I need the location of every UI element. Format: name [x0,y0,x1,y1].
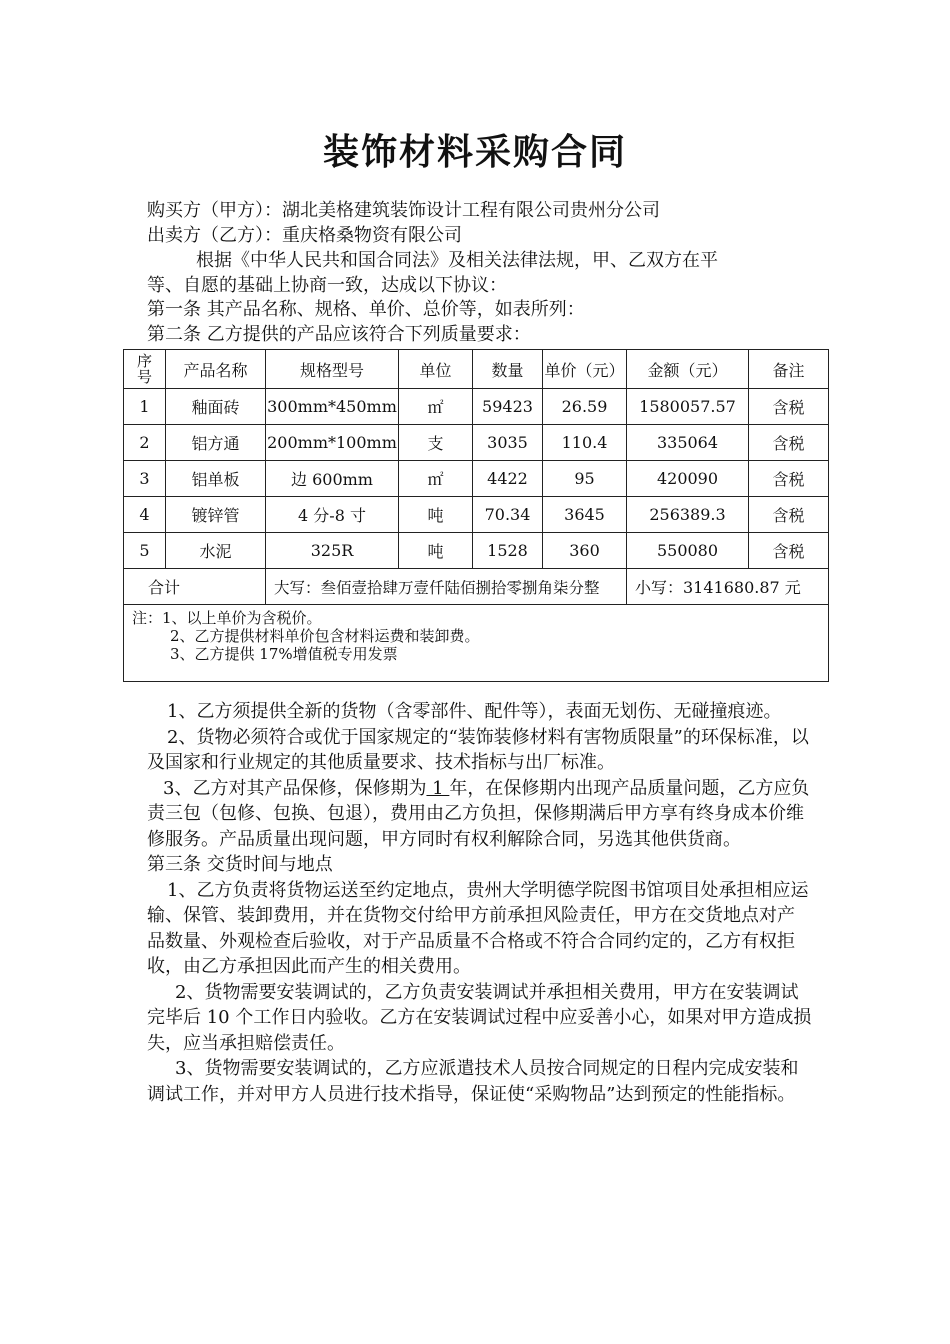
delivery-clause-3: 3、货物需要安装调试的，乙方应派遣技术人员按合同规定的日程内完成安装和调试工作，并对甲方人员进行技术指导，保证使“采购物品”达到预定的性能指标。 [147,1058,799,1105]
cell-name: 铝方通 [166,425,266,461]
cell-unit: 吨 [399,533,473,569]
cell-qty: 4422 [473,461,543,497]
note-2: 2、乙方提供材料单价包含材料运费和装卸费。 [170,627,480,645]
cell-remark: 含税 [749,533,829,569]
cell-qty: 1528 [473,533,543,569]
table-row [124,497,829,533]
cell-spec: 边 600mm [266,461,399,497]
cell-spec: 200mm*100mm [266,425,399,461]
cell-seq: 4 [124,497,166,533]
intro-line-2: 等、自愿的基础上协商一致，达成以下协议： [147,275,507,296]
cell-price: 26.59 [543,389,627,425]
cell-qty: 59423 [473,389,543,425]
table-row [124,425,829,461]
header-amount: 金额（元） [627,350,749,389]
header-spec: 规格型号 [266,350,399,389]
cell-name: 水泥 [166,533,266,569]
product-table [123,349,829,682]
article-1: 第一条 其产品名称、规格、单价、总价等，如表所列： [147,299,585,320]
quality-clauses [147,699,812,1107]
cell-spec: 325R [266,533,399,569]
table-row [124,533,829,569]
table-notes-row [124,605,829,682]
cell-amount: 1580057.57 [627,389,749,425]
note-3: 3、乙方提供 17%增值税专用发票 [170,645,398,663]
header-seq: 序 号 [124,350,166,389]
cell-amount: 256389.3 [627,497,749,533]
header-name: 产品名称 [166,350,266,389]
total-label: 合计 [124,569,266,605]
cell-seq: 2 [124,425,166,461]
cell-name: 釉面砖 [166,389,266,425]
header-price: 单价（元） [543,350,627,389]
table-row [124,389,829,425]
document-title: 装饰材料采购合同 [322,132,627,173]
cell-amount: 335064 [627,425,749,461]
buyer-line: 购买方（甲方）：湖北美格建筑装饰设计工程有限公司贵州分公司 [147,200,660,221]
total-lower: 小写：3141680.87 元 [627,569,829,605]
cell-price: 110.4 [543,425,627,461]
note-1: 注：1、以上单价为含税价。 [132,609,322,627]
cell-unit: ㎡ [399,389,473,425]
table-header-row [124,350,829,389]
quality-clause-3: 3、乙方对其产品保修，保修期为 1 年，在保修期内出现产品质量问题，乙方应负责三包（包修、包换、包退），费用由乙方负担，保修期满后甲方享有终身成本价维修服务。产品质量出现问题，甲方同时有权利解除合同，另选其他供货商。 [147,777,810,850]
cell-spec: 300mm*450mm [266,389,399,425]
cell-remark: 含税 [749,497,829,533]
article-2: 第二条 乙方提供的产品应该符合下列质量要求： [147,324,531,345]
delivery-clause-1: 1、乙方负责将货物运送至约定地点，贵州大学明德学院图书馆项目处承担相应运输、保管、装卸费用，并在货物交付给甲方前承担风险责任，甲方在交货地点对产品数量、外观检查后验收，对于产品质量不合格或不符合合同约定的，乙方有权拒收，由乙方承担因此而产生的相关费用。 [147,879,809,977]
cell-price: 3645 [543,497,627,533]
article-3: 第三条 交货时间与地点 [147,854,333,875]
cell-seq: 3 [124,461,166,497]
cell-qty: 3035 [473,425,543,461]
cell-name: 铝单板 [166,461,266,497]
table-row [124,461,829,497]
cell-amount: 420090 [627,461,749,497]
header-unit: 单位 [399,350,473,389]
seller-line: 出卖方（乙方）：重庆格桑物资有限公司 [147,225,462,246]
total-upper: 大写：叁佰壹拾肆万壹仟陆佰捌拾零捌角柒分整 [266,569,627,605]
cell-seq: 5 [124,533,166,569]
cell-seq: 1 [124,389,166,425]
notes-cell [124,605,829,682]
cell-price: 360 [543,533,627,569]
delivery-clause-2: 2、货物需要安装调试的，乙方负责安装调试并承担相关费用，甲方在安装调试完毕后 10 个工作日内验收。乙方在安装调试过程中应妥善小心，如果对甲方造成损失，应当承担赔偿责任。 [147,981,812,1054]
cell-unit: 吨 [399,497,473,533]
cell-spec: 4 分-8 寸 [266,497,399,533]
header-qty: 数量 [473,350,543,389]
cell-remark: 含税 [749,461,829,497]
cell-name: 镀锌管 [166,497,266,533]
cell-unit: 支 [399,425,473,461]
quality-clause-2: 2、货物必须符合或优于国家规定的“装饰装修材料有害物质限量”的环保标准，以及国家和行业规定的其他质量要求、技术指标与出厂标准。 [147,726,809,773]
header-remark: 备注 [749,350,829,389]
intro-line-1: 根据《中华人民共和国合同法》及相关法律法规，甲、乙双方在平 [196,250,718,271]
cell-remark: 含税 [749,425,829,461]
cell-unit: ㎡ [399,461,473,497]
warranty-years: 1 [426,777,450,799]
quality-clause-1: 1、乙方须提供全新的货物（含零部件、配件等），表面无划伤、无碰撞痕迹。 [167,701,782,722]
cell-qty: 70.34 [473,497,543,533]
table-total-row [124,569,829,605]
cell-amount: 550080 [627,533,749,569]
cell-remark: 含税 [749,389,829,425]
cell-price: 95 [543,461,627,497]
